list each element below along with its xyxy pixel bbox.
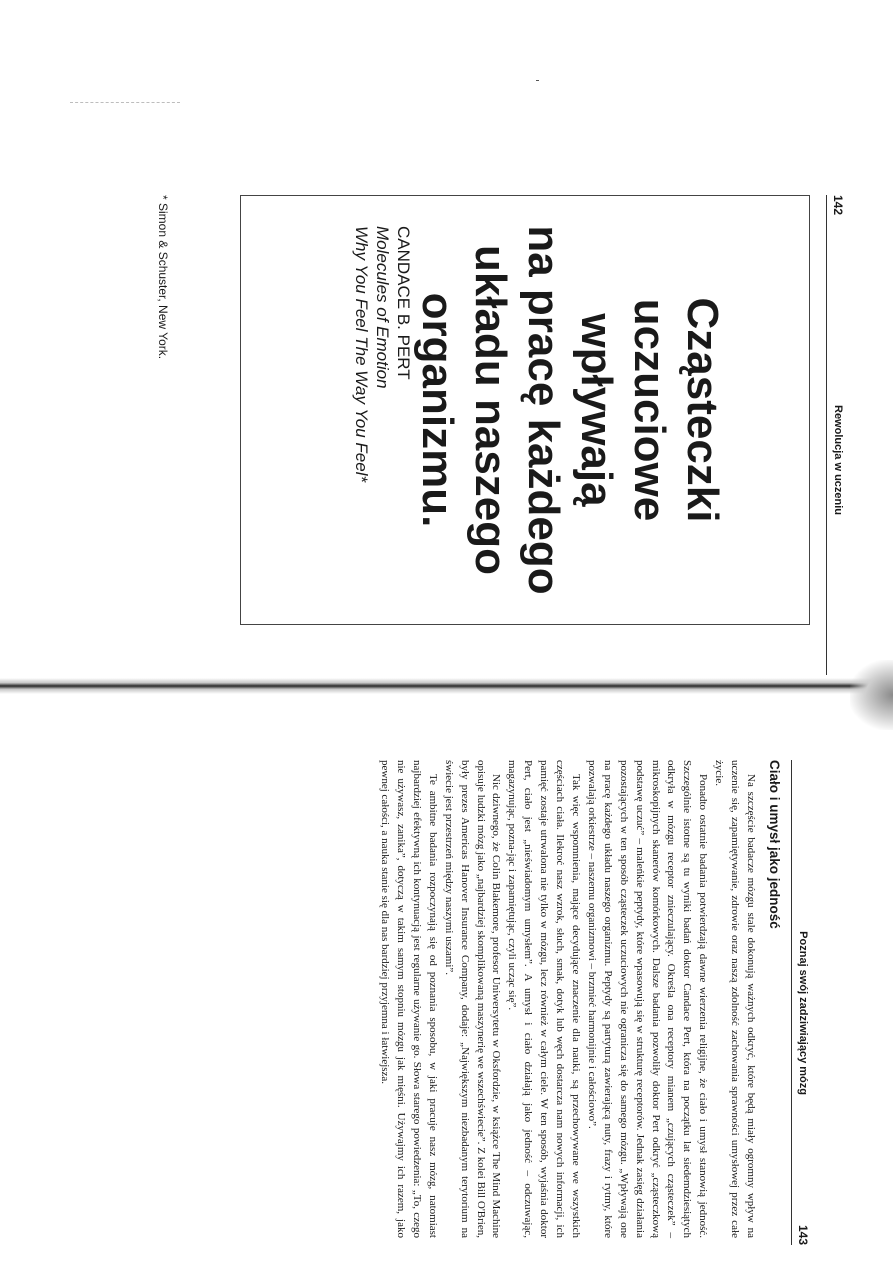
quote-line: na pracę każdego (519, 225, 568, 595)
quote-box (240, 195, 810, 625)
quote-author: CANDACE B. PERT (394, 226, 413, 380)
paragraph: Na szczęście badacze mózgu stale dokonują ważnych odkryć, które będą miały ogromny wpływ na uczenie się, zapamiętywanie, zdrowie oraz naszą zdolność zachowania sprawności umysłowej przez całe życie. (713, 760, 757, 1238)
paragraph: Te ambitne badania rozpoczynają się od poznania sposobu, w jaki pracuje nasz mózg, natomiast najbardziej efektywną ich kontynuacją jest regularne używanie go. Słowa starego powiedzenia: „To, czego nie używasz, zanika”, dotyczą w takim samym stopniu mózgu jak mięśni. Używajmy ich razem, jako pewnej całości, a nauka stanie się dla nas bardziej przyjemna i łatwiejsza. (379, 760, 439, 1238)
quote-book-title: Molecules of Emotion (373, 226, 392, 389)
paragraph: Ponadto ostatnie badania potwierdzają dawne wierzenia religijne, że ciało i umysł stanowią jedność. Szczególnie istotne są tu wyniki badań doktor Candace Pert, która na początku lat siedemdziesiątych odkryła w mózgu receptor znieczulający. Określa ona receptory mianem „czujących cząsteczek” – mikroskopijnych skanerów komórkowych. Dalsze badania pozwoliły doktor Pert odkryć „cząsteczkową podstawę uczuć” – maleńkie peptydy, które wpasowują się w strukturę receptorów. Jednak zasięg działania pozostających w ten sposób cząsteczek uczuciowych nie ogranicza się do samego mózgu. „Wpływają one na pracę każdego układu naszego organizmu. Peptydy są partyturą zawierającą nuty, frazy i rytmy, które pozwalają orkiestrze – naszemu organizmowi – brzmieć harmonijnie i całościowo”. (585, 760, 710, 1238)
quote-line: układu naszego (466, 244, 515, 576)
running-head-title-143: Poznaj swój zadziwiający mózg (797, 931, 809, 1095)
quote-line: organizmu. (413, 292, 462, 528)
running-head-142 (826, 195, 845, 675)
page-number-143: 143 (796, 1224, 810, 1245)
quote-line: uczuciowe (625, 298, 674, 522)
footnote: * Simon & Schuster, New York. (156, 195, 170, 360)
scan-artifact-line (70, 102, 180, 104)
quote-book-subtitle: Why You Feel The Way You Feel* (352, 226, 371, 483)
page-143 (20, 760, 810, 1245)
running-head-143 (791, 760, 810, 1245)
quote-headline (411, 196, 729, 624)
body-text (376, 760, 758, 1238)
quote-attribution (351, 226, 414, 482)
scan-speck (536, 80, 539, 81)
running-head-title-142: Rewolucja w uczeniu (832, 405, 844, 516)
paragraph: Nic dziwnego, że Colin Blakemore, profesor Uniwersytetu w Oksfordzie, w książce The Mind Machine opisuje ludzki mózg jako „najbardziej skomplikowaną maszynerię we wszechświecie”. Z kolei Bill O'Brien, były prezes Americas Hanover Insurance Company, dodaje: „Największym niezbadanym terytorium na świecie jest przestrzeń między naszymi uszami”. (442, 760, 503, 1238)
book-edge-shadow (850, 660, 893, 730)
section-title: Ciało i umysł jako jedność (767, 760, 782, 929)
page-142 (115, 195, 845, 675)
quote-line: wpływają (572, 313, 621, 507)
page-number-142: 142 (831, 195, 845, 216)
book-gutter (0, 678, 893, 694)
paragraph: Tak więc wspomnienia, mające decydujące znaczenie dla nauki, są przechowywane we wszystkich częściach ciała. Ilekroć nasz wzrok, słuch, smak, dotyk lub węch dostarcza nam nowych informacji, ich pamięć zostaje utrwalona nie tylko w mózgu, lecz również w całym ciele. W ten sposób, wyjaśnia doktor Pert, ciało jest „nieświadomym umysłem”. A umysł i ciało działają jako jedność – odczuwając, magazynując, pozna-jąc i zapamiętując, czyli ucząc się”. (506, 760, 583, 1238)
quote-line: Cząsteczki (678, 297, 727, 523)
